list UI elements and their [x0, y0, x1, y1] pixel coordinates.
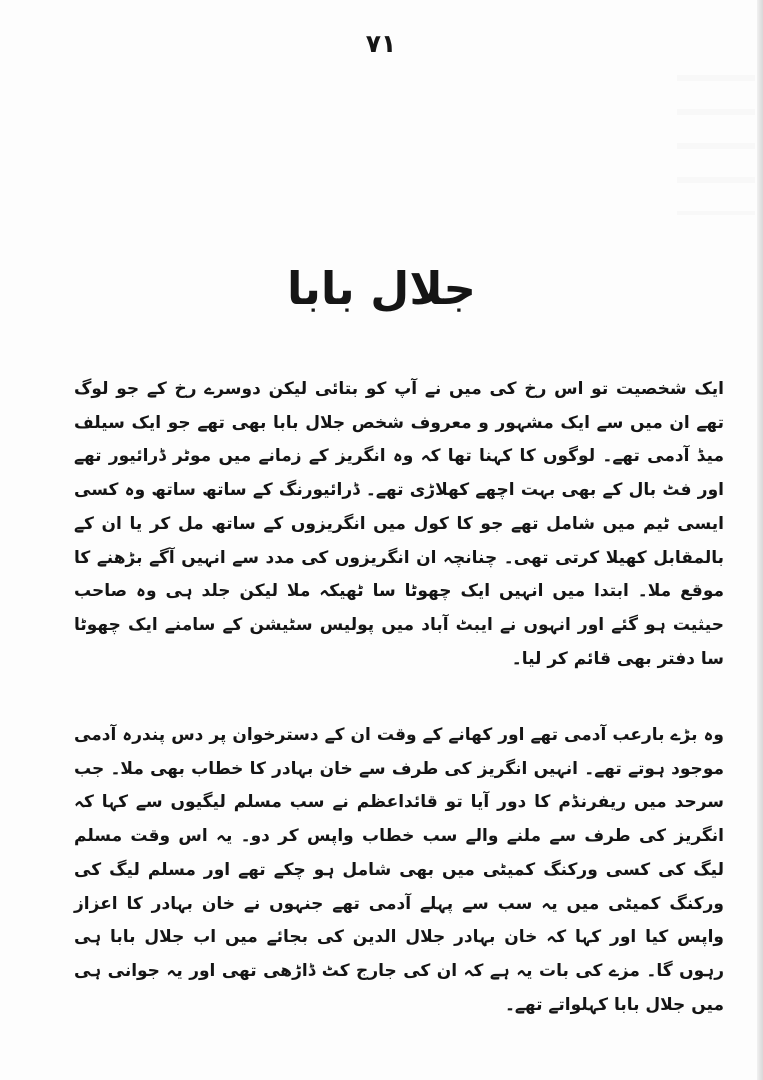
show-through-text — [677, 75, 755, 215]
page-edge-shadow — [757, 0, 763, 1080]
paragraph-1: ایک شخصیت تو اس رخ کی میں نے آپ کو بتائی لیکن دوسرے رخ کے جو لوگ تھے ان میں سے ایک مشہور و معروف شخص جلال بابا بھی تھے جو ایک سیلف میڈ آدمی تھے۔ لوگوں کا کہنا تھا کہ وہ انگریز کے زمانے میں موٹر ڈرائیور تھے اور فٹ بال کے بھی بہت اچھے کھلاڑی تھے۔ ڈرائیورنگ کے ساتھ ساتھ وہ کسی ایسی ٹیم میں شامل تھے جو کا کول میں انگریزوں کے ساتھ مل کر یا ان کے بالمقابل کھیلا کرتی تھی۔ چنانچہ ان انگریزوں کی مدد سے انہیں آگے بڑھنے کا موقع ملا۔ ابتدا میں انہیں ایک چھوٹا سا ٹھیکہ ملا لیکن جلد ہی وہ صاحب حیثیت ہو گئے اور انہوں نے ایبٹ آباد میں پولیس سٹیشن کے سامنے ایک چھوٹا سا دفتر بھی قائم کر لیا۔ — [74, 379, 724, 669]
chapter-title: جلال بابا — [287, 262, 476, 315]
paragraph-2: وہ بڑے بارعب آدمی تھے اور کھانے کے وقت ان کے دسترخوان پر دس پندرہ آدمی موجود ہوتے تھے۔ انہیں انگریز کی طرف سے خان بہادر کا خطاب بھی ملا۔ جب سرحد میں ریفرنڈم کا دور آیا تو قائداعظم نے سب مسلم لیگیوں سے کہا کہ انگریز کی طرف سے ملنے والے سب خطاب واپس کر دو۔ یہ اس وقت مسلم لیگ کی کسی ورکنگ کمیٹی میں بھی شامل ہو چکے تھے اور مسلم لیگ کی ورکنگ کمیٹی میں یہ سب سے پہلے آدمی تھے جنہوں نے خان بہادر کا اعزاز واپس کیا اور کہا کہ خان بہادر جلال الدین کی بجائے میں اب جلال بابا ہی رہوں گا۔ مزے کی بات یہ ہے کہ ان کی جارج کٹ ڈاڑھی تھی اور یہ جوانی ہی میں جلال بابا کہلواتے تھے۔ — [74, 725, 724, 1015]
page-number: ۷۱ — [365, 29, 397, 58]
